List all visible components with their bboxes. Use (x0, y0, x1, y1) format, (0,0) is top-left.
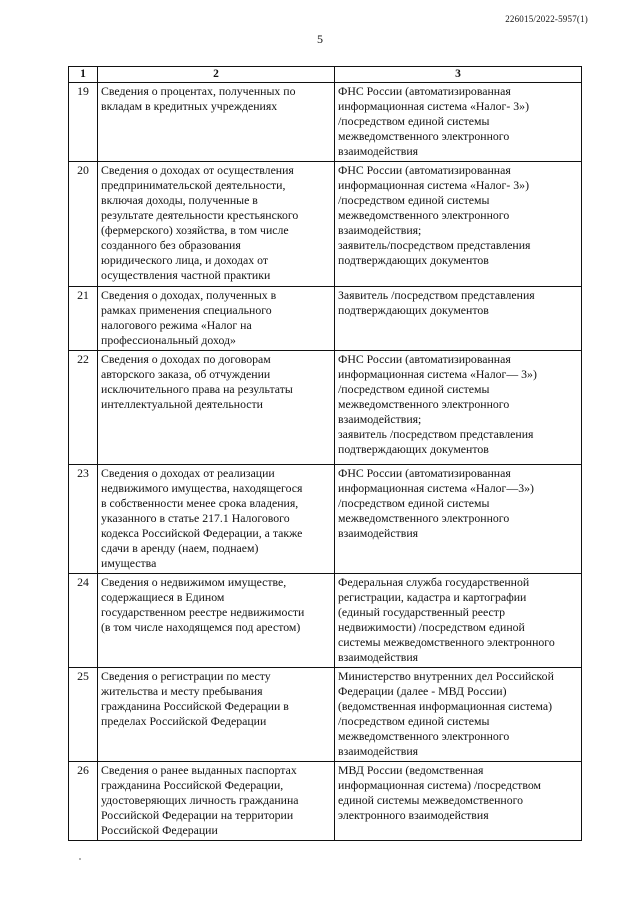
source-cell: Федеральная служба государственной регистрации, кадастра и картографии (единый государственный реестр недвижимости) /посредством единой системы межведомственного электронного взаимодействия (335, 574, 582, 668)
row-number: 24 (69, 574, 98, 668)
row-number: 20 (69, 162, 98, 287)
info-cell: Сведения о доходах от осуществления предпринимательской деятельности, включая доходы, полученные в результате деятельности крестьянского (фермерского) хозяйства, в том числе созданного без образования юридического лица, и доходах от осуществления частной практики (98, 162, 335, 287)
info-cell: Сведения о регистрации по месту жительства и месту пребывания гражданина Российской Федерации в пределах Российской Федерации (98, 668, 335, 762)
source-cell: ФНС России (автоматизированная информационная система «Налог—3») /посредством единой системы межведомственного электронного взаимодействия (335, 465, 582, 574)
info-cell: Сведения о процентах, полученных по вкладам в кредитных учреждениях (98, 83, 335, 162)
table-row (69, 762, 582, 841)
column-header-2: 2 (98, 67, 335, 83)
header-row (69, 67, 582, 83)
source-cell: Заявитель /посредством представления подтверждающих документов (335, 287, 582, 351)
table-row (69, 574, 582, 668)
table-row (69, 668, 582, 762)
info-cell: Сведения о недвижимом имуществе, содержащиеся в Едином государственном реестре недвижимости (в том числе находящемся под арестом) (98, 574, 335, 668)
scan-mark (79, 858, 81, 860)
source-cell: ФНС России (автоматизированная информационная система «Налог- 3») /посредством единой системы межведомственного электронного взаимодействия (335, 83, 582, 162)
table-row (69, 83, 582, 162)
table-row (69, 287, 582, 351)
table-row (69, 465, 582, 574)
register-table (68, 66, 582, 841)
row-number: 23 (69, 465, 98, 574)
info-cell: Сведения о доходах по договорам авторского заказа, об отчуждении исключительного права на результаты интеллектуальной деятельности (98, 351, 335, 465)
column-header-1: 1 (69, 67, 98, 83)
info-cell: Сведения о ранее выданных паспортах гражданина Российской Федерации, удостоверяющих личность гражданина Российской Федерации на территории Российской Федерации (98, 762, 335, 841)
document-id: 226015/2022-5957(1) (505, 14, 588, 24)
column-header-3: 3 (335, 67, 582, 83)
row-number: 21 (69, 287, 98, 351)
row-number: 19 (69, 83, 98, 162)
page-number: 5 (317, 32, 323, 46)
info-cell: Сведения о доходах, полученных в рамках применения специального налогового режима «Налог на профессиональный доход» (98, 287, 335, 351)
source-cell: ФНС России (автоматизированная информационная система «Налог- 3») /посредством единой системы межведомственного электронного взаимодействия; заявитель/посредством представления подтверждающих документов (335, 162, 582, 287)
source-cell: ФНС России (автоматизированная информационная система «Налог— 3») /посредством единой системы межведомственного электронного взаимодействия; заявитель /посредством представления подтверждающих документов (335, 351, 582, 465)
row-number: 25 (69, 668, 98, 762)
info-cell: Сведения о доходах от реализации недвижимого имущества, находящегося в собственности менее срока владения, указанного в статье 217.1 Налогового кодекса Российской Федерации, а также сдачи в аренду (наем, поднаем) имущества (98, 465, 335, 574)
source-cell: МВД России (ведомственная информационная система) /посредством единой системы межведомственного электронного взаимодействия (335, 762, 582, 841)
table-row (69, 162, 582, 287)
source-cell: Министерство внутренних дел Российской Федерации (далее - МВД России) (ведомственная информационная система) /посредством единой системы межведомственного электронного взаимодействия (335, 668, 582, 762)
row-number: 26 (69, 762, 98, 841)
row-number: 22 (69, 351, 98, 465)
table-row (69, 351, 582, 465)
